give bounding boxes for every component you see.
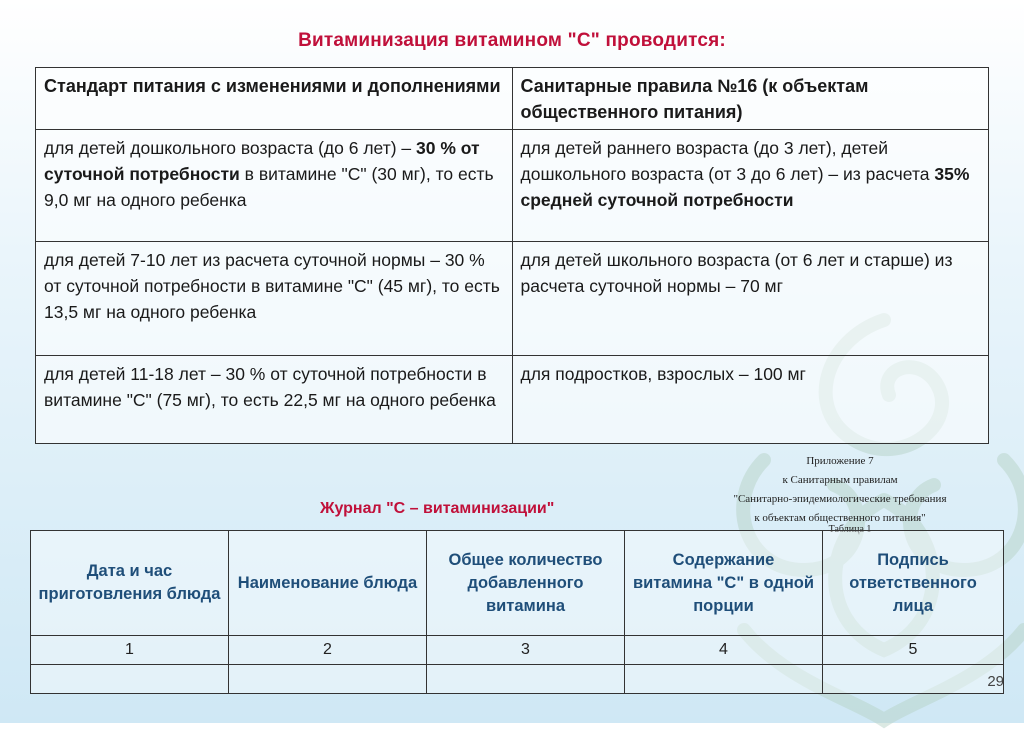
header-vitamin-amount: Общее количество добавленного витамина bbox=[427, 531, 625, 636]
column-number: 5 bbox=[823, 636, 1004, 665]
cell-preschool-standard: для детей дошкольного возраста (до 6 лет) – 30 % от суточной потребности в витамине "С" (30 мг), то есть 9,0 мг на одного ребенка bbox=[36, 130, 513, 242]
cell-11-18-standard: для детей 11-18 лет – 30 % от суточной потребности в витамине "С" (75 мг), то есть 22,5 мг на одного ребенка bbox=[36, 356, 513, 444]
header-standard: Стандарт питания с изменениями и дополнениями bbox=[36, 68, 513, 130]
table-row bbox=[36, 356, 989, 444]
column-number: 1 bbox=[31, 636, 229, 665]
cell-7-10-standard: для детей 7-10 лет из расчета суточной нормы – 30 % от суточной потребности в витамине "С" (45 мг), то есть 13,5 мг на одного ребенка bbox=[36, 242, 513, 356]
journal-title: Журнал "С – витаминизации" bbox=[320, 500, 555, 517]
appendix-line: к объектам общественного питания" bbox=[754, 512, 926, 524]
page-number: 29 bbox=[987, 673, 1004, 690]
comparison-table bbox=[35, 67, 989, 444]
cell-school-rules: для детей школьного возраста (от 6 лет и старше) из расчета суточной нормы – 70 мг bbox=[512, 242, 989, 356]
column-number: 3 bbox=[427, 636, 625, 665]
header-date-time: Дата и час приготовления блюда bbox=[31, 531, 229, 636]
table-label: Таблица 1 bbox=[828, 524, 872, 535]
page-title: Витаминизация витамином "С" проводится: bbox=[298, 30, 726, 51]
appendix-line: к Санитарным правилам bbox=[782, 474, 898, 486]
empty-cell bbox=[823, 665, 1004, 694]
header-sanitary-rules: Санитарные правила №16 (к объектам общественного питания) bbox=[512, 68, 989, 130]
table-row bbox=[36, 242, 989, 356]
empty-cell bbox=[427, 665, 625, 694]
header-dish-name: Наименование блюда bbox=[229, 531, 427, 636]
empty-cell bbox=[229, 665, 427, 694]
empty-cell bbox=[31, 665, 229, 694]
table-row bbox=[36, 130, 989, 242]
journal-empty-row bbox=[31, 665, 1004, 694]
journal-header-row bbox=[31, 531, 1004, 636]
header-vitamin-content: Содержание витамина "С" в одной порции bbox=[625, 531, 823, 636]
column-number: 2 bbox=[229, 636, 427, 665]
comparison-header-row bbox=[36, 68, 989, 130]
cell-adults-rules: для подростков, взрослых – 100 мг bbox=[512, 356, 989, 444]
journal-number-row bbox=[31, 636, 1004, 665]
column-number: 4 bbox=[625, 636, 823, 665]
appendix-line: Приложение 7 bbox=[806, 455, 874, 467]
empty-cell bbox=[625, 665, 823, 694]
journal-table bbox=[30, 530, 1004, 694]
header-signature: Подпись ответственного лица bbox=[823, 531, 1004, 636]
cell-preschool-rules: для детей раннего возраста (до 3 лет), детей дошкольного возраста (от 3 до 6 лет) – из расчета 35% средней суточной потребности bbox=[512, 130, 989, 242]
appendix-line: "Санитарно-эпидемиологические требования bbox=[733, 493, 947, 505]
appendix-note bbox=[690, 452, 990, 536]
